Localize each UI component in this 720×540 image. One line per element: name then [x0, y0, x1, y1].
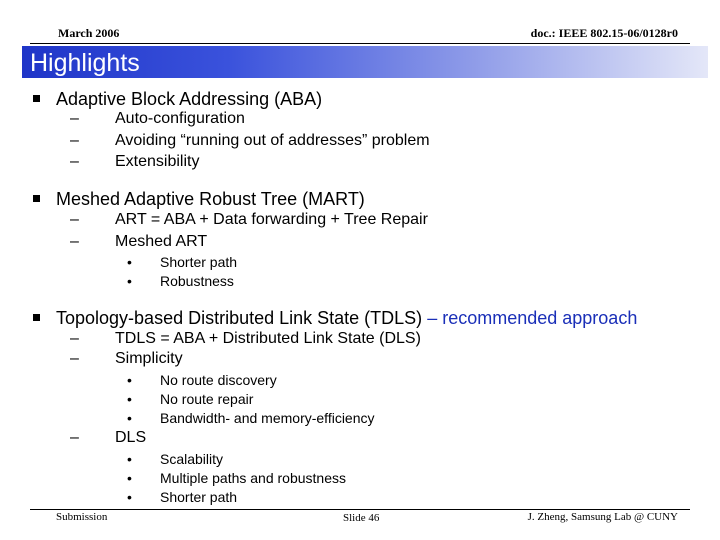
bullet-dot-icon: •	[127, 489, 132, 505]
header-doc-id: doc.: IEEE 802.15-06/0128r0	[530, 26, 678, 40]
header-divider	[30, 43, 690, 44]
bullet-dot-icon: •	[127, 451, 132, 467]
header-date: March 2006	[58, 26, 120, 40]
dash-icon: –	[70, 110, 79, 127]
list-item-label: TDLS = ABA + Distributed Link State (DLS)	[115, 330, 421, 347]
footer-slide-number: Slide 46	[343, 512, 380, 524]
slide-title: Highlights	[30, 49, 140, 77]
bullet-dot-icon: •	[127, 391, 132, 407]
sub-list-item-label: Bandwidth- and memory-efficiency	[160, 410, 375, 426]
dash-icon: –	[70, 153, 79, 170]
dash-icon: –	[70, 330, 79, 347]
sub-list-item-label: Shorter path	[160, 254, 238, 270]
footer-divider	[30, 509, 690, 510]
bullet-tdls-label: Topology-based Distributed Link State (TDLS) – recommended approach	[56, 308, 638, 328]
list-item-label: Meshed ART	[115, 233, 208, 250]
sub-list-item-label: Robustness	[160, 273, 234, 289]
dash-icon: –	[70, 233, 79, 250]
bullet-dot-icon: •	[127, 254, 132, 270]
list-item-label: Simplicity	[115, 350, 183, 367]
dash-icon: –	[70, 350, 79, 367]
list-item-label: DLS	[115, 429, 147, 446]
list-item-label: Extensibility	[115, 153, 200, 170]
list-item-label: Auto-configuration	[115, 110, 245, 127]
sub-list-item-label: Shorter path	[160, 489, 238, 505]
list-item-label: ART = ABA + Data forwarding + Tree Repair	[115, 211, 428, 228]
sub-list-item-label: No route repair	[160, 391, 254, 407]
sub-list-item-label: Multiple paths and robustness	[160, 470, 346, 486]
bullet-aba-label: Adaptive Block Addressing (ABA)	[56, 89, 323, 109]
footer-author: J. Zheng, Samsung Lab @ CUNY	[527, 511, 678, 523]
sub-list-item-label: Scalability	[160, 451, 224, 467]
bullet-dot-icon: •	[127, 372, 132, 388]
dash-icon: –	[70, 429, 79, 446]
square-bullet-icon	[33, 195, 40, 202]
sub-list-item-label: No route discovery	[160, 372, 277, 388]
dash-icon: –	[70, 211, 79, 228]
bullet-dot-icon: •	[127, 470, 132, 486]
footer-submission: Submission	[56, 511, 108, 523]
bullet-mart-label: Meshed Adaptive Robust Tree (MART)	[56, 189, 365, 209]
bullet-dot-icon: •	[127, 273, 132, 289]
square-bullet-icon	[33, 95, 40, 102]
dash-icon: –	[70, 132, 79, 149]
list-item-label: Avoiding “running out of addresses” problem	[115, 132, 430, 149]
bullet-dot-icon: •	[127, 410, 132, 426]
recommended-note: – recommended approach	[427, 308, 638, 328]
square-bullet-icon	[33, 314, 40, 321]
